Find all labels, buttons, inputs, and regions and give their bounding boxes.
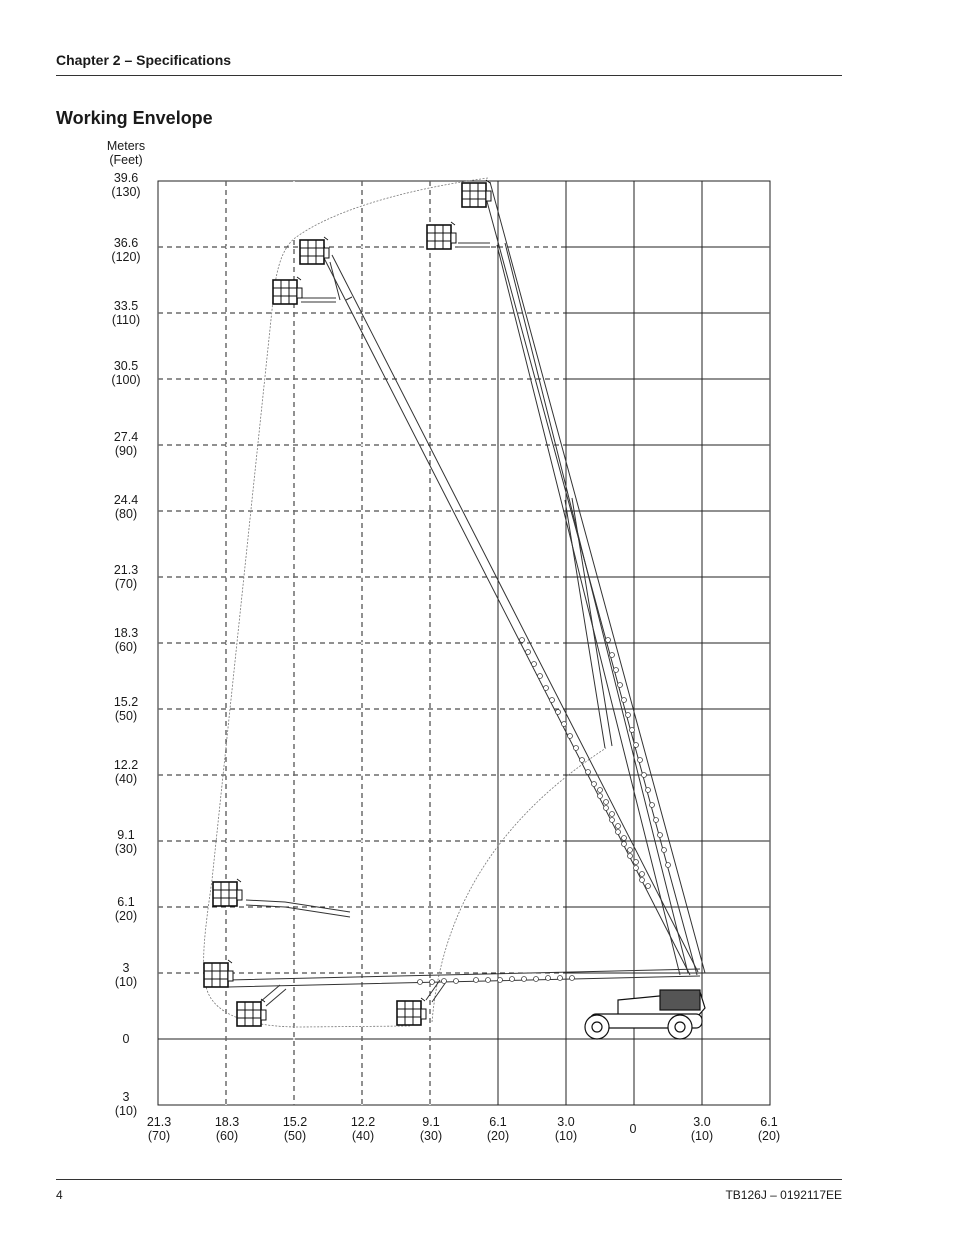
platform-icon — [204, 960, 233, 987]
platform-icon — [300, 237, 329, 264]
chapter-title: Chapter 2 – Specifications — [56, 52, 232, 68]
y-label-ft: (20) — [114, 909, 138, 923]
y-label-m: 21.3 — [113, 563, 139, 577]
y-label-m: 12.2 — [113, 758, 139, 772]
y-label-ft: (70) — [114, 577, 138, 591]
y-label-m: 27.4 — [113, 430, 139, 444]
page-number: 4 — [56, 1188, 63, 1202]
footer-divider — [56, 1179, 842, 1180]
x-label-ft: (40) — [351, 1129, 375, 1143]
platforms — [204, 180, 491, 1026]
y-label-ft: (10) — [114, 975, 138, 989]
y-label-ft: (80) — [114, 507, 138, 521]
y-label-m: 24.4 — [113, 493, 139, 507]
y-label-ft: (60) — [114, 640, 138, 654]
platform-icon — [462, 180, 491, 207]
platform-icon — [273, 277, 302, 304]
y-label-ft: (10) — [114, 1104, 138, 1118]
platform-icon — [237, 999, 266, 1026]
machine-base — [585, 990, 705, 1039]
x-label-ft: (70) — [147, 1129, 171, 1143]
y-label-ft: (120) — [111, 250, 141, 264]
y-label-m: 3 — [122, 961, 130, 975]
x-label-m: 21.3 — [146, 1115, 172, 1129]
x-label-m: 9.1 — [422, 1115, 440, 1129]
platform-icon — [397, 998, 426, 1025]
x-label-ft: (50) — [283, 1129, 307, 1143]
x-label-m: 6.1 — [489, 1115, 507, 1129]
y-label-ft: (40) — [114, 772, 138, 786]
platform-icon — [427, 222, 456, 249]
y-label-m: 18.3 — [113, 626, 139, 640]
x-label-ft: (20) — [757, 1129, 781, 1143]
y-label-m: 39.6 — [113, 171, 139, 185]
x-label-m: 0 — [629, 1122, 637, 1136]
units-feet: (Feet) — [109, 153, 143, 167]
x-label-m: 6.1 — [760, 1115, 778, 1129]
y-label-ft: (130) — [111, 185, 141, 199]
y-label-m: 15.2 — [113, 695, 139, 709]
y-label-ft: (100) — [111, 373, 141, 387]
y-label-m: 33.5 — [113, 299, 139, 313]
y-label-m: 6.1 — [117, 895, 135, 909]
section-title: Working Envelope — [56, 108, 213, 128]
x-label-ft: (10) — [554, 1129, 578, 1143]
y-label-ft: (30) — [114, 842, 138, 856]
y-label-ft: (50) — [114, 709, 138, 723]
y-label-ft: (90) — [114, 444, 138, 458]
y-label-m: 30.5 — [113, 359, 139, 373]
y-label-m: 3 — [122, 1090, 130, 1104]
platform-icon — [213, 879, 242, 906]
y-label-ft: (110) — [111, 313, 141, 327]
x-label-m: 15.2 — [282, 1115, 308, 1129]
y-label-m: 9.1 — [117, 828, 135, 842]
x-label-m: 3.0 — [693, 1115, 711, 1129]
document-id: TB126J – 0192117EE — [725, 1188, 842, 1202]
x-label-ft: (10) — [690, 1129, 714, 1143]
y-label-m: 36.6 — [113, 236, 139, 250]
x-label-ft: (60) — [215, 1129, 239, 1143]
booms — [228, 182, 705, 1006]
boom-holes — [418, 638, 671, 985]
x-label-ft: (20) — [486, 1129, 510, 1143]
x-label-m: 12.2 — [350, 1115, 376, 1129]
x-label-ft: (30) — [419, 1129, 443, 1143]
x-label-m: 3.0 — [557, 1115, 575, 1129]
y-label-m: 0 — [122, 1032, 130, 1046]
x-label-m: 18.3 — [214, 1115, 240, 1129]
units-meters: Meters — [106, 139, 146, 153]
